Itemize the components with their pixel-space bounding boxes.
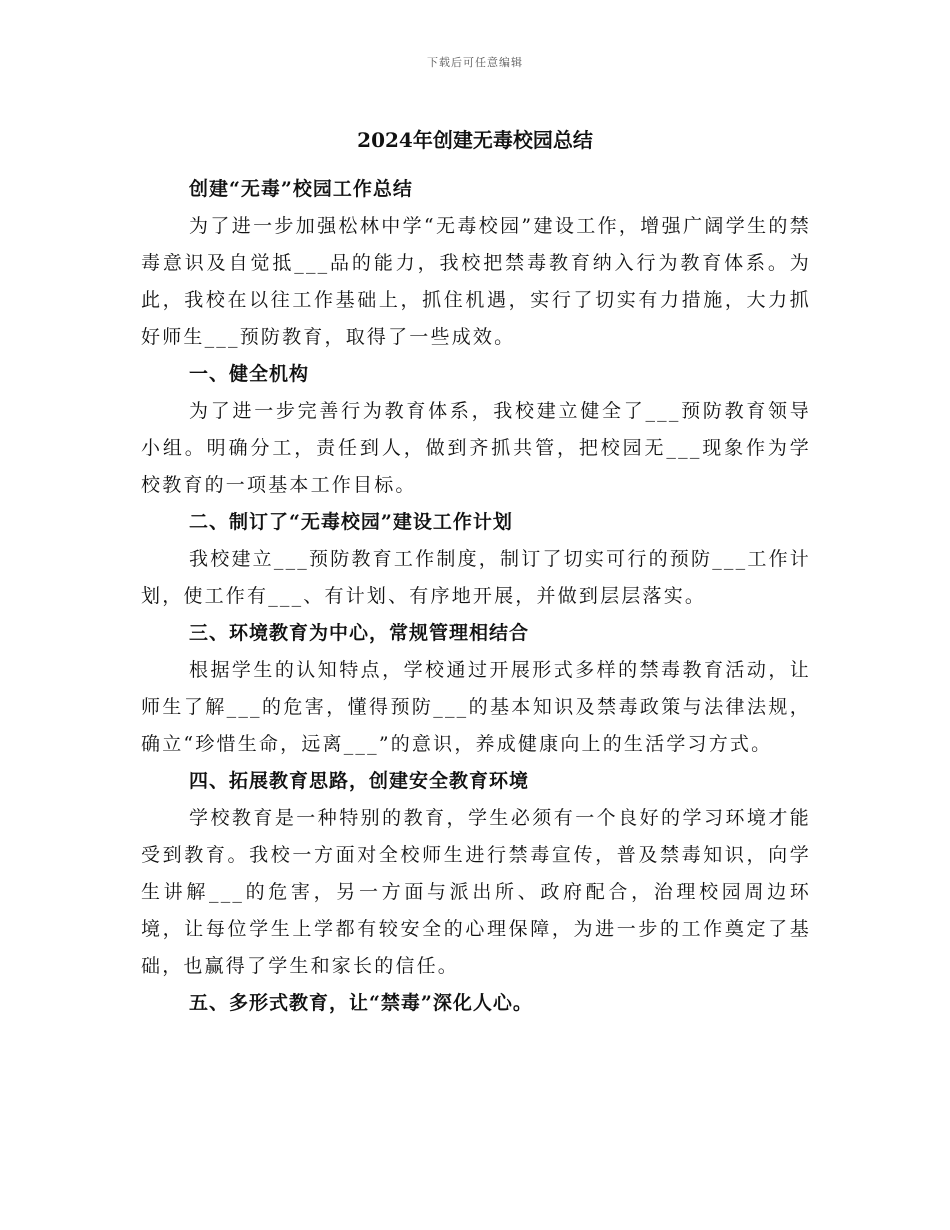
paragraph-intro: 为了进一步加强松林中学“无毒校园”建设工作，增强广阔学生的禁毒意识及自觉抵___品的能力，我校把禁毒教育纳入行为教育体系。为此，我校在以往工作基础上，抓住机遇，实行了切实有力措施，大力抓好师生___预防教育，取得了一些成效。 <box>141 215 811 348</box>
paragraph-4: 学校教育是一种特别的教育，学生必须有一个良好的学习环境才能受到教育。我校一方面对全校师生进行禁毒宣传，普及禁毒知识，向学生讲解___的危害，另一方面与派出所、政府配合，治理校园周边环境，让每位学生上学都有较安全的心理保障，为进一步的工作奠定了基础，也赢得了学生和家长的信任。 <box>141 807 811 977</box>
section-heading-3: 三、环境教育为中心，常规管理相结合 <box>189 622 530 644</box>
paragraph-1: 为了进一步完善行为教育体系，我校建立健全了___预防教育领导小组。明确分工，责任到人，做到齐抓共管，把校园无___现象作为学校教育的一项基本工作目标。 <box>141 400 811 496</box>
section-heading-intro: 创建“无毒”校园工作总结 <box>189 178 413 200</box>
page-header-note: 下载后可任意编辑 <box>427 56 523 69</box>
document-title: 2024年创建无毒校园总结 <box>357 128 593 152</box>
section-heading-5: 五、多形式教育，让“禁毒”深化人心。 <box>189 992 533 1014</box>
paragraph-2: 我校建立___预防教育工作制度，制订了切实可行的预防___工作计划，使工作有___、有计划、有序地开展，并做到层层落实。 <box>141 548 811 607</box>
paragraph-3: 根据学生的认知特点，学校通过开展形式多样的禁毒教育活动，让师生了解___的危害，懂得预防___的基本知识及禁毒政策与法律法规，确立“珍惜生命，远离___”的意识，养成健康向上的生活学习方式。 <box>141 659 811 755</box>
section-heading-2: 二、制订了“无毒校园”建设工作计划 <box>189 511 513 533</box>
document-body <box>141 171 811 1022</box>
section-heading-4: 四、拓展教育思路，创建安全教育环境 <box>189 770 530 792</box>
section-heading-1: 一、健全机构 <box>189 363 310 385</box>
